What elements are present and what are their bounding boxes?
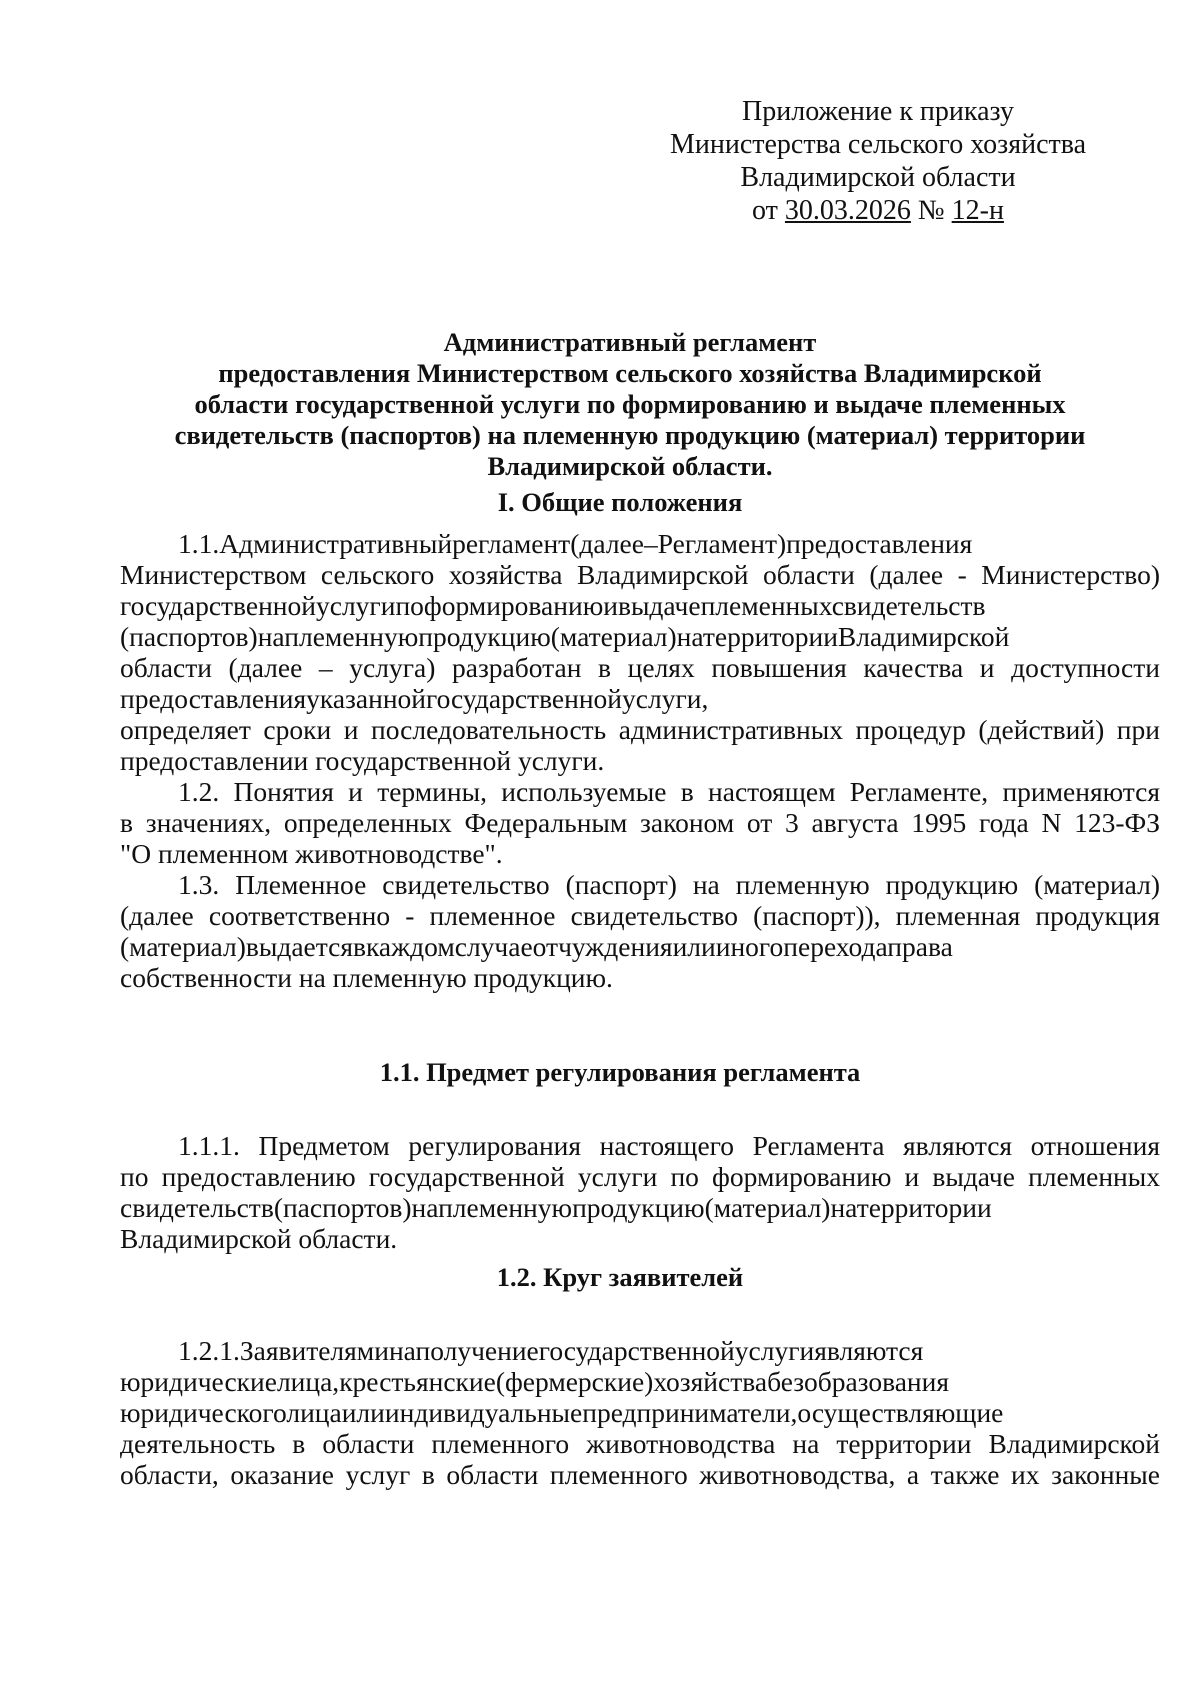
paragraph-line: 1.2. Понятия и термины, используемые в настоящем Регламенте, применяются bbox=[178, 776, 1160, 807]
justified-line bbox=[120, 931, 1160, 962]
word: в bbox=[352, 931, 366, 962]
word: хозяйства bbox=[653, 1366, 768, 1397]
word: услуги, bbox=[622, 683, 709, 714]
title-line: предоставления Министерством сельского хозяйства Владимирской bbox=[218, 358, 1042, 388]
word: на bbox=[388, 1335, 416, 1366]
word: территории bbox=[856, 1192, 992, 1223]
word: на bbox=[830, 1192, 857, 1223]
word: по bbox=[395, 590, 424, 621]
annex-line: Министерства сельского хозяйства bbox=[669, 129, 1087, 160]
word: лица bbox=[286, 1397, 342, 1428]
word: предоставления bbox=[120, 683, 307, 714]
word: продукцию bbox=[572, 1192, 705, 1223]
word: указанной bbox=[306, 683, 427, 714]
word: государственной bbox=[120, 590, 316, 621]
word: услуги bbox=[316, 590, 396, 621]
paragraph-line: Владимирской области. bbox=[120, 1223, 398, 1254]
word: (далее bbox=[570, 528, 644, 559]
word: и bbox=[603, 590, 618, 621]
title-line: Административный регламент bbox=[443, 327, 817, 357]
word: (материал) bbox=[550, 621, 677, 652]
paragraph-line: (далее соответственно - племенное свидетельство (паспорт)), племенная продукция bbox=[120, 900, 1160, 931]
word: образования bbox=[803, 1366, 950, 1397]
paragraph-line: деятельность в области племенного животноводства на территории Владимирской bbox=[120, 1428, 1160, 1459]
paragraph-1-1-1 bbox=[120, 1130, 1160, 1254]
paragraph-line: Министерством сельского хозяйства Владимирской области (далее - Министерство) bbox=[120, 559, 1160, 590]
annex-line: Владимирской области bbox=[740, 162, 1016, 193]
title-line: Владимирской области. bbox=[487, 451, 773, 481]
paragraph-line: предоставлении государственной услуги. bbox=[120, 745, 605, 776]
paragraph-1-2-1 bbox=[120, 1335, 1160, 1490]
word: без bbox=[767, 1366, 804, 1397]
paragraph-line: определяет сроки и последовательность административных процедур (действий) при bbox=[120, 714, 1160, 745]
word: государственной bbox=[538, 1335, 735, 1366]
word: 1.1.Административный bbox=[178, 528, 453, 559]
word: (материал) bbox=[120, 931, 246, 962]
word: племенную bbox=[438, 1192, 573, 1223]
word: лица, bbox=[276, 1366, 340, 1397]
word: крестьянские bbox=[339, 1366, 496, 1397]
word: каждом bbox=[365, 931, 455, 962]
word: 1.2.1. bbox=[178, 1335, 240, 1366]
word: на bbox=[257, 621, 285, 652]
justified-line bbox=[120, 590, 1160, 621]
word: юридического bbox=[120, 1397, 287, 1428]
word: иного bbox=[715, 931, 784, 962]
title-line: области государственной услуги по формированию и выдаче племенных bbox=[194, 389, 1066, 419]
word: перехода bbox=[783, 931, 888, 962]
word: племенных bbox=[700, 590, 832, 621]
word: на bbox=[411, 1192, 439, 1223]
justified-line bbox=[120, 1192, 1160, 1223]
word: – bbox=[643, 528, 658, 559]
word: (материал) bbox=[704, 1192, 831, 1223]
word: услуги bbox=[734, 1335, 815, 1366]
word: регламент bbox=[452, 528, 571, 559]
section-heading-subject: 1.1. Предмет регулирования регламента bbox=[379, 1057, 861, 1087]
paragraph-line: 1.3. Племенное свидетельство (паспорт) на племенную продукцию (материал) bbox=[178, 869, 1160, 900]
word: отчуждения bbox=[532, 931, 673, 962]
word: предоставления bbox=[786, 528, 973, 559]
word: выдается bbox=[245, 931, 353, 962]
paragraph-line: собственности на племенную продукцию. bbox=[120, 962, 613, 993]
word: на bbox=[676, 621, 703, 652]
annex-line: Приложение к приказу bbox=[742, 96, 1014, 127]
word: Регламент) bbox=[657, 528, 787, 559]
justified-line bbox=[120, 683, 1160, 714]
order-date: 30.03.2026 bbox=[784, 195, 911, 226]
section-heading-applicants: 1.2. Круг заявителей bbox=[496, 1262, 744, 1292]
word: свидетельств bbox=[120, 1192, 274, 1223]
paragraph-1-2 bbox=[120, 776, 1160, 869]
word: (паспортов) bbox=[120, 621, 258, 652]
word: осуществляющие bbox=[797, 1397, 1004, 1428]
paragraph-line: по предоставлению государственной услуги по формированию и выдаче племенных bbox=[120, 1161, 1160, 1192]
word: являются bbox=[814, 1335, 924, 1366]
word: предприниматели, bbox=[582, 1397, 798, 1428]
word: права bbox=[887, 931, 953, 962]
word: или bbox=[672, 931, 716, 962]
word: (паспортов) bbox=[273, 1192, 412, 1223]
paragraph-1-1 bbox=[120, 528, 1160, 776]
document-title bbox=[132, 327, 1128, 482]
word: продукцию bbox=[418, 621, 551, 652]
word: государственной bbox=[426, 683, 623, 714]
justified-line bbox=[120, 1335, 1160, 1366]
paragraph-line: в значениях, определенных Федеральным законом от 3 августа 1995 года N 123-ФЗ bbox=[120, 807, 1160, 838]
word: получение bbox=[415, 1335, 539, 1366]
date-prefix: от bbox=[752, 195, 778, 226]
paragraph-line: области, оказание услуг в области племенного животноводства, а также их законные bbox=[120, 1459, 1160, 1490]
justified-line bbox=[120, 1397, 1160, 1428]
title-line: свидетельств (паспортов) на племенную продукцию (материал) территории bbox=[174, 420, 1086, 450]
word: выдаче bbox=[617, 590, 701, 621]
word: (фермерские) bbox=[495, 1366, 654, 1397]
word: индивидуальные bbox=[384, 1397, 583, 1428]
word: племенную bbox=[284, 621, 419, 652]
paragraph-line: 1.1.1. Предметом регулирования настоящего Регламента являются отношения bbox=[178, 1130, 1160, 1161]
justified-line bbox=[120, 621, 1160, 652]
word: свидетельств bbox=[831, 590, 986, 621]
word: юридические bbox=[120, 1366, 277, 1397]
order-number: 12-н bbox=[951, 195, 1004, 226]
word: Владимирской bbox=[837, 621, 1010, 652]
annex-block bbox=[628, 95, 1128, 227]
paragraph-line: области (далее – услуга) разработан в целях повышения качества и доступности bbox=[120, 652, 1160, 683]
word: Заявителями bbox=[239, 1335, 389, 1366]
annex-date-line bbox=[628, 194, 1128, 227]
paragraph-1-3 bbox=[120, 869, 1160, 993]
word: случае bbox=[454, 931, 533, 962]
justified-line bbox=[120, 528, 1160, 559]
word: или bbox=[341, 1397, 385, 1428]
word: территории bbox=[702, 621, 838, 652]
paragraph-line: "О племенном животноводстве". bbox=[120, 838, 503, 869]
number-sign: № bbox=[917, 195, 945, 226]
section-heading-general: I. Общие положения bbox=[497, 487, 743, 517]
word: формированию bbox=[423, 590, 604, 621]
justified-line bbox=[120, 1366, 1160, 1397]
